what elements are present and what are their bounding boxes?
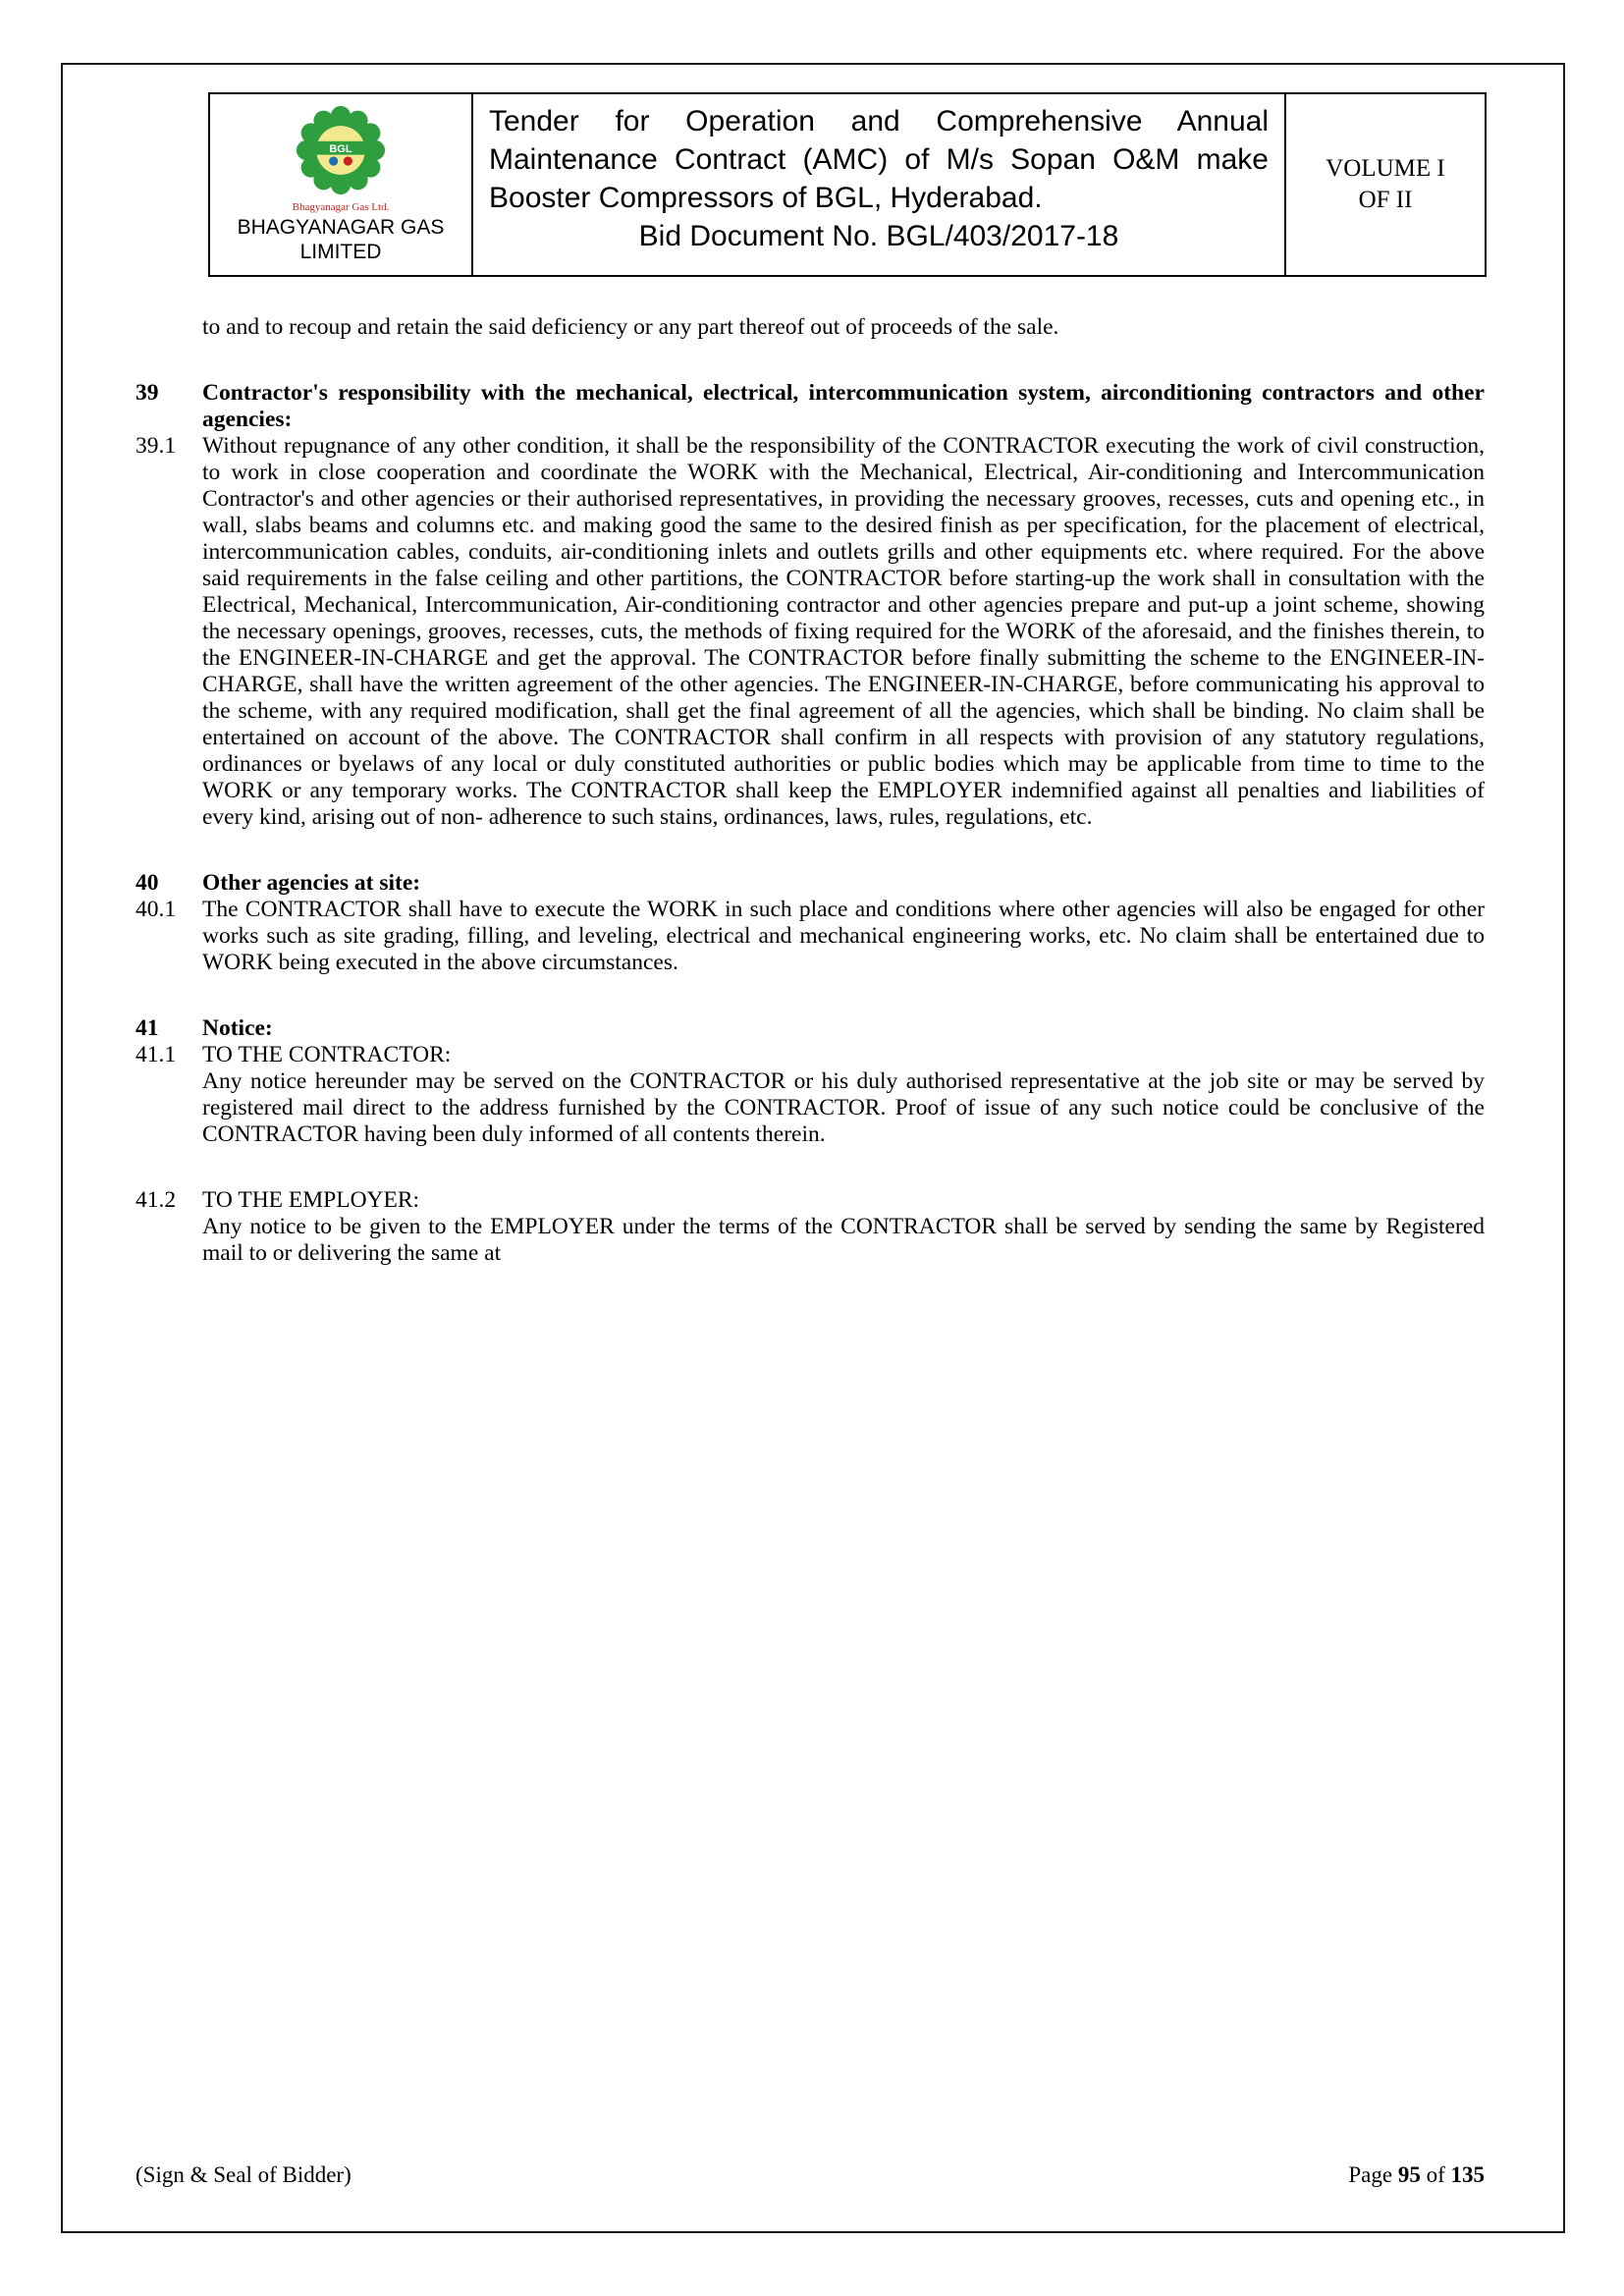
- page-frame: [61, 63, 1565, 2233]
- page-indicator: [1348, 2162, 1485, 2188]
- section-heading: Contractor's responsibility with the mechanical, electrical, intercommunication system, airconditioning contractors and other agencies:: [202, 380, 1485, 432]
- section-39: [135, 380, 1485, 831]
- brand-name-line1: BHAGYANAGAR GAS: [237, 215, 445, 239]
- header-table: [208, 92, 1487, 277]
- clause-number: 39.1: [135, 433, 177, 459]
- page-word: Page: [1348, 2162, 1393, 2187]
- clause-subheading: TO THE EMPLOYER:: [202, 1187, 420, 1213]
- header-title-cell: [473, 94, 1286, 275]
- clause-40-1: [135, 897, 1485, 976]
- clause-text: The CONTRACTOR shall have to execute the WORK in such place and conditions where other agencies will also be engaged for other works such as site grading, filling, and leveling, electrical and mechanical engineering works, etc. No claim shall be entertained due to WORK being executed in the above circumstances.: [202, 897, 1485, 975]
- page-footer: [135, 2162, 1485, 2188]
- clause-subheading: TO THE CONTRACTOR:: [202, 1042, 452, 1067]
- total-pages: 135: [1450, 2162, 1485, 2187]
- intro-paragraph: to and to recoup and retain the said deficiency or any part thereof out of proceeds of the sale.: [202, 314, 1059, 340]
- clause-number: 41.1: [135, 1042, 177, 1067]
- section-40: [135, 870, 1485, 976]
- header-volume-cell: [1286, 94, 1485, 275]
- svg-text:BGL: BGL: [329, 142, 352, 155]
- clause-number: 41.2: [135, 1187, 177, 1213]
- section-41: [135, 1015, 1485, 1267]
- bid-document-number: Bid Document No. BGL/403/2017-18: [638, 220, 1119, 252]
- clause-text: Without repugnance of any other condition, it shall be the responsibility of the CONTRACTOR executing the work of civil construction, to work in close cooperation and coordinate the WORK with the Mechanical, Electrical, Air-conditioning and Intercommunication Contractor's and other agencies or their authorised representatives, in providing the necessary grooves, recesses, cuts and opening etc., in wall, slabs beams and columns etc. and making good the same to the desired finish as per specification, for the placement of electrical, intercommunication cables, conduits, air-conditioning inlets and outlets grills and other equipments etc. where required. For the above said requirements in the false ceiling and other partitions, the CONTRACTOR before starting-up the work shall in consultation with the Electrical, Mechanical, Intercommunication, Air-conditioning contractor and other agencies prepare and put-up a joint scheme, showing the necessary openings, grooves, recesses, cuts, the methods of fixing required for the WORK of the aforesaid, and the finishes therein, to the ENGINEER-IN-CHARGE and get the approval. The CONTRACTOR before finally submitting the scheme to the ENGINEER-IN-CHARGE, shall have the written agreement of the other agencies. The ENGINEER-IN-CHARGE, before communicating his approval to the scheme, with any required modification, shall get the final agreement of all the agencies, which shall be binding. No claim shall be entertained on account of the above. The CONTRACTOR shall confirm in all respects with provision of any statutory regulations, ordinances or byelaws of any local or duly constituted authorities or public bodies which may be applicable from time to time to the WORK or any temporary works. The CONTRACTOR shall keep the EMPLOYER indemnified against all penalties and liabilities of every kind, arising out of non- adherence to such stains, ordinances, laws, rules, regulations, etc.: [202, 433, 1485, 830]
- section-heading: Notice:: [202, 1015, 273, 1041]
- page-number: 95: [1397, 2162, 1421, 2187]
- section-heading: Other agencies at site:: [202, 870, 421, 896]
- clause-number: 40.1: [135, 897, 177, 922]
- clause-41-2: [135, 1187, 1485, 1267]
- clause-text: Any notice hereunder may be served on the CONTRACTOR or his duly authorised representative at the job site or may be served by registered mail direct to the address furnished by the CONTRACTOR. Proof of issue of any such notice could be conclusive of the CONTRACTOR having been duly informed of all contents therein.: [202, 1068, 1485, 1147]
- sign-seal-note: (Sign & Seal of Bidder): [135, 2162, 352, 2187]
- bgl-logo-icon: [296, 105, 386, 200]
- brand-name-line2: LIMITED: [299, 240, 382, 263]
- volume-line2: OF II: [1358, 187, 1413, 213]
- clause-41-1: [135, 1042, 1485, 1148]
- of-word: of: [1426, 2162, 1445, 2187]
- header-logo-cell: [210, 94, 473, 275]
- volume-line1: VOLUME I: [1326, 154, 1445, 182]
- tender-title: Tender for Operation and Comprehensive Annual Maintenance Contract (AMC) of M/s Sopan O&M make Booster Compressors of BGL, Hyderabad.: [489, 105, 1269, 214]
- section-number: 40: [135, 870, 159, 896]
- clause-text: Any notice to be given to the EMPLOYER under the terms of the CONTRACTOR shall be served by sending the same by Registered mail to or delivering the same at: [202, 1214, 1485, 1266]
- clause-39-1: [135, 433, 1485, 831]
- section-number: 41: [135, 1015, 159, 1041]
- logo-caption: Bhagyanagar Gas Ltd.: [292, 200, 390, 213]
- document-body: [135, 277, 1485, 1267]
- section-number: 39: [135, 380, 159, 406]
